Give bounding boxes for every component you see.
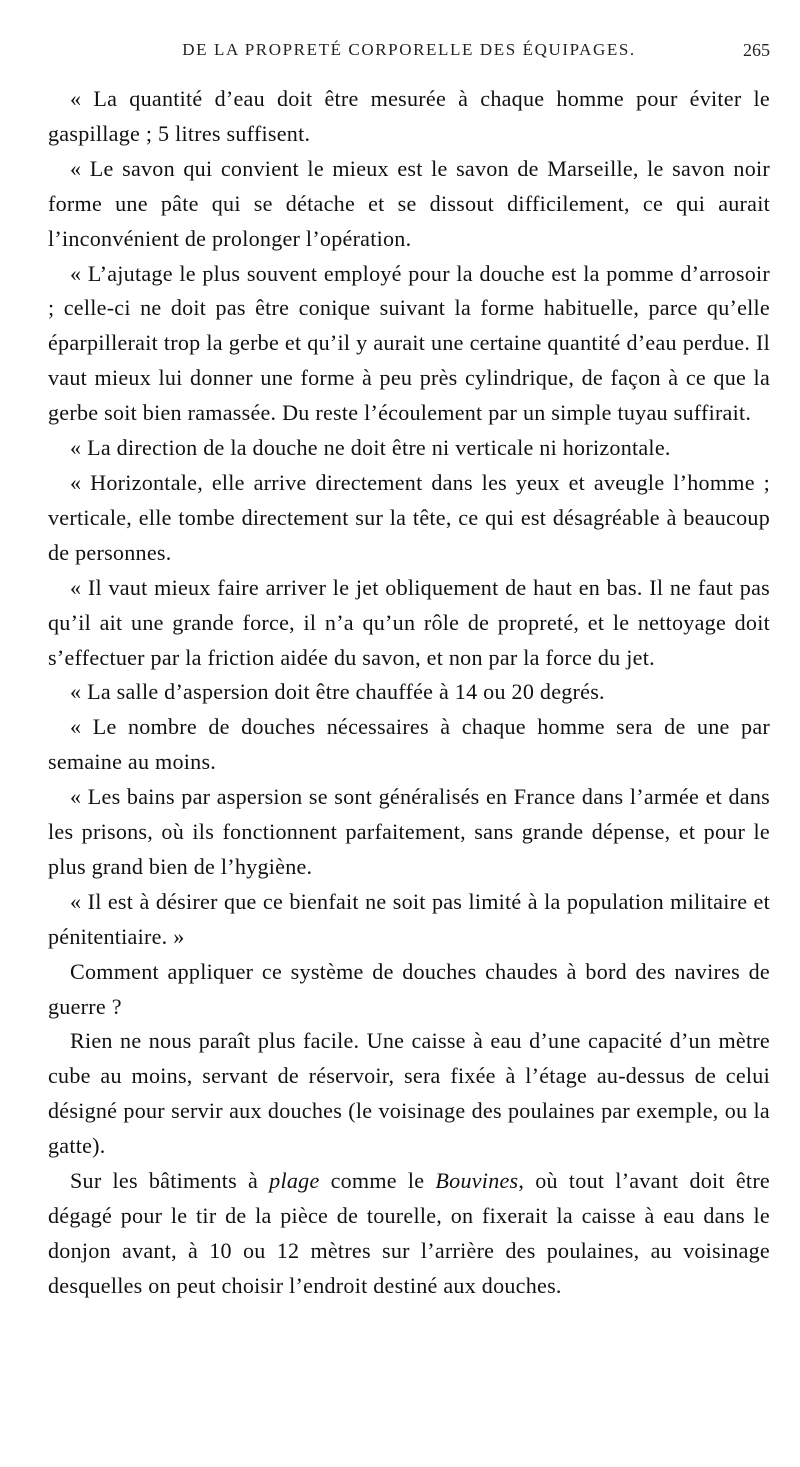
paragraph: « Le nombre de douches nécessaires à chaque homme sera de une par semaine au moins. — [48, 714, 770, 775]
paragraph: « Horizontale, elle arrive directement dans les yeux et aveugle l’homme ; verticale, elle tombe directement sur la tête, ce qui est désagréable à beaucoup de personnes. — [48, 469, 770, 565]
text-segment: Sur les bâtiments à — [70, 1168, 270, 1194]
text-segment: comme le — [319, 1168, 436, 1194]
paragraph: « L’ajutage le plus souvent employé pour la douche est la pomme d’arrosoir ; celle-ci ne doit pas être conique suivant la forme habituelle, parce qu’elle éparpillerait trop la gerbe et qu’il y aurait une certaine quantité d’eau perdue. Il vaut mieux lui donner une forme à peu près cylindrique, de façon à ce que la gerbe soit bien ramassée. Du reste l’écoulement par un simple tuyau suffirait. — [48, 260, 770, 426]
ship-name: Bouvines — [435, 1168, 519, 1194]
text-segment: , où tout l’avant doit être dégagé pour le tir de la pièce de tourelle, on fixerait la caisse à eau dans le donjon avant, à 10 ou 12 mètres sur l’arrière des poulaines, au voisinage desquelles on peut choisir l’endroit destiné aux douches. — [48, 1168, 770, 1298]
paragraph-last — [48, 1164, 770, 1304]
running-header — [48, 40, 770, 68]
paragraph: « La direction de la douche ne doit être ni verticale ni horizontale. — [70, 435, 671, 461]
paragraph: « La quantité d’eau doit être mesurée à chaque homme pour éviter le gaspillage ; 5 litres suffisent. — [48, 86, 770, 146]
paragraph: « La salle d’aspersion doit être chauffée à 14 ou 20 degrés. — [70, 679, 605, 705]
paragraph: Rien ne nous paraît plus facile. Une caisse à eau d’une capacité d’un mètre cube au moins, servant de réservoir, sera fixée à l’étage au-dessus de celui désigné pour servir aux douches (le voisinage des poulaines par exemple, ou la gatte). — [48, 1028, 770, 1159]
body-text — [48, 82, 770, 1304]
page-number: 265 — [743, 40, 770, 60]
italic-term-plage: plage — [269, 1168, 320, 1194]
paragraph: « Les bains par aspersion se sont généralisés en France dans l’armée et dans les prisons, où ils fonctionnent parfaitement, sans grande dépense, et pour le plus grand bien de l’hygiène. — [48, 784, 770, 879]
paragraph: Comment appliquer ce système de douches chaudes à bord des navires de guerre ? — [48, 958, 770, 1019]
paragraph: « Il vaut mieux faire arriver le jet obliquement de haut en bas. Il ne faut pas qu’il ait une grande force, il n’a qu’un rôle de propreté, et le nettoyage doit s’effectuer par la friction aidée du savon, et non par la force du jet. — [48, 574, 770, 670]
paragraph: « Le savon qui convient le mieux est le savon de Marseille, le savon noir forme une pâte qui se détache et se dissout difficilement, ce qui aurait l’inconvénient de prolonger l’opération. — [48, 155, 770, 251]
paragraph: « Il est à désirer que ce bienfait ne soit pas limité à la population militaire et pénitentiaire. » — [48, 888, 770, 949]
running-title: DE LA PROPRETÉ CORPORELLE DES ÉQUIPAGES. — [182, 40, 636, 59]
